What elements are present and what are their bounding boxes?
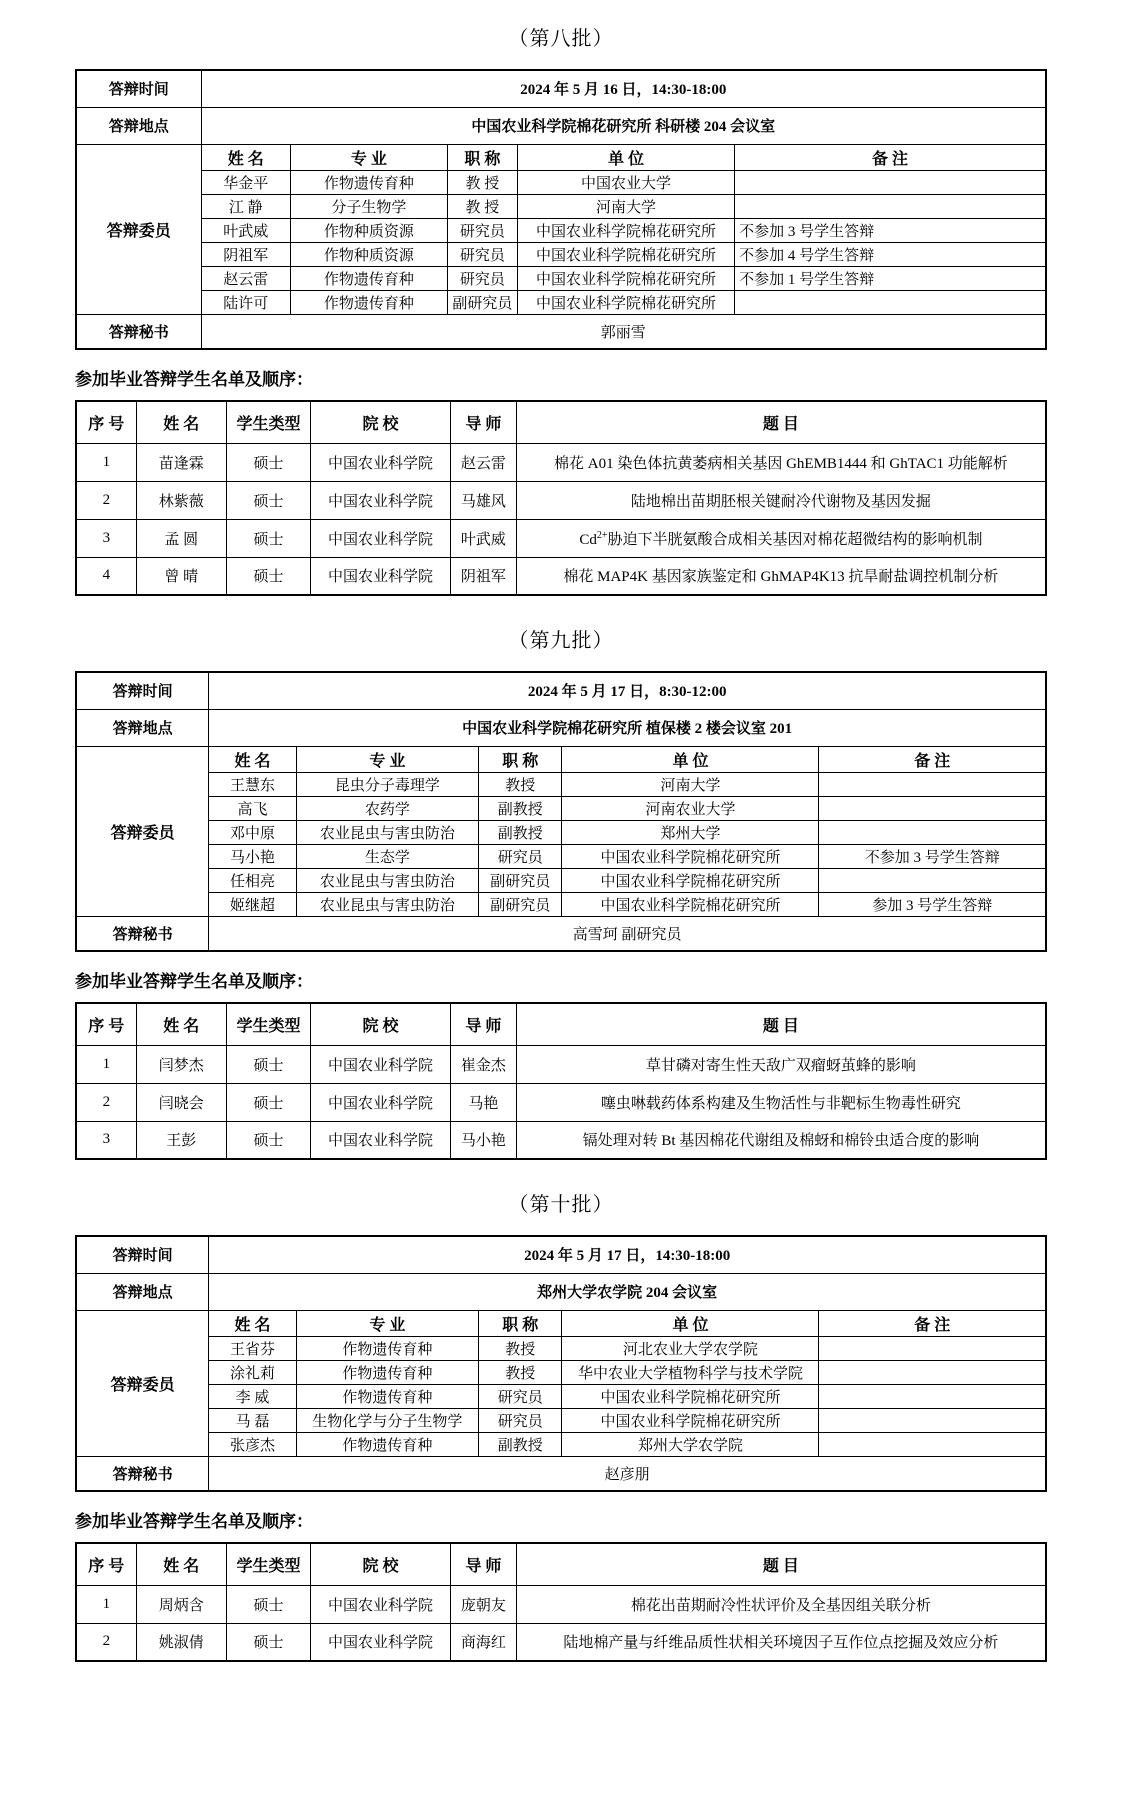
defense-place-value: 中国农业科学院棉花研究所 科研楼 204 会议室 xyxy=(201,107,1046,144)
student-topic: 棉花出苗期耐冷性状评价及全基因组关联分析 xyxy=(516,1585,1046,1623)
member-org: 中国农业科学院棉花研究所 xyxy=(517,242,734,266)
member-note xyxy=(735,170,1046,194)
secretary-label: 答辩秘书 xyxy=(76,314,201,349)
member-major: 作物遗传育种 xyxy=(290,266,447,290)
student-no: 2 xyxy=(76,1623,136,1661)
member-note xyxy=(819,1432,1046,1456)
committee-member-row xyxy=(76,820,1046,844)
member-org: 河南农业大学 xyxy=(562,796,819,820)
student-no: 2 xyxy=(76,1083,136,1121)
students-list-label: 参加毕业答辩学生名单及顺序： xyxy=(75,1512,313,1531)
committee-member-row xyxy=(76,242,1046,266)
student-topic: 棉花 MAP4K 基因家族鉴定和 GhMAP4K13 抗旱耐盐调控机制分析 xyxy=(516,557,1046,595)
defense-place-row xyxy=(76,1273,1046,1310)
student-topic: 棉花 A01 染色体抗黄萎病相关基因 GhEMB1444 和 GhTAC1 功能解析 xyxy=(516,443,1046,481)
committee-header-row xyxy=(76,746,1046,772)
member-title: 副研究员 xyxy=(479,868,562,892)
member-note xyxy=(819,796,1046,820)
student-school: 中国农业科学院 xyxy=(311,1585,451,1623)
member-name: 马 磊 xyxy=(209,1408,296,1432)
member-org: 中国农业科学院棉花研究所 xyxy=(517,266,734,290)
batch-title: （第八批） xyxy=(508,28,614,50)
member-title: 研究员 xyxy=(447,218,517,242)
student-advisor: 马雄风 xyxy=(450,481,516,519)
student-advisor: 崔金杰 xyxy=(450,1045,516,1083)
student-row xyxy=(76,1121,1046,1159)
member-title: 副教授 xyxy=(479,796,562,820)
member-note: 不参加 3 号学生答辩 xyxy=(735,218,1046,242)
student-name: 孟 圆 xyxy=(136,519,226,557)
student-no: 3 xyxy=(76,519,136,557)
member-major: 昆虫分子毒理学 xyxy=(296,772,478,796)
student-no: 1 xyxy=(76,1045,136,1083)
member-name: 任相亮 xyxy=(209,868,296,892)
committee-header-cell: 备 注 xyxy=(819,746,1046,772)
member-note xyxy=(819,1360,1046,1384)
student-name: 闫梦杰 xyxy=(136,1045,226,1083)
member-major: 农业昆虫与害虫防治 xyxy=(296,892,478,916)
students-header-cell: 学生类型 xyxy=(226,401,310,443)
defense-info-table xyxy=(75,1235,1047,1492)
member-major: 农业昆虫与害虫防治 xyxy=(296,868,478,892)
students-header-cell: 题 目 xyxy=(516,401,1046,443)
students-table xyxy=(75,400,1047,596)
member-title: 副研究员 xyxy=(479,892,562,916)
batch-section xyxy=(75,624,1047,1160)
member-major: 作物种质资源 xyxy=(290,218,447,242)
member-org: 中国农业科学院棉花研究所 xyxy=(517,218,734,242)
student-row xyxy=(76,1623,1046,1661)
defense-time-value: 2024 年 5 月 16 日，14:30-18:00 xyxy=(201,70,1046,107)
students-header-row xyxy=(76,1543,1046,1585)
committee-member-row xyxy=(76,290,1046,314)
students-header-cell: 导 师 xyxy=(450,401,516,443)
committee-header-cell: 姓 名 xyxy=(209,1310,296,1336)
member-note: 不参加 3 号学生答辩 xyxy=(819,844,1046,868)
member-title: 教 授 xyxy=(447,170,517,194)
member-org: 河南大学 xyxy=(517,194,734,218)
student-name: 闫晓会 xyxy=(136,1083,226,1121)
member-major: 生物化学与分子生物学 xyxy=(296,1408,478,1432)
member-org: 中国农业大学 xyxy=(517,170,734,194)
committee-label: 答辩委员 xyxy=(76,144,201,314)
committee-header-cell: 单 位 xyxy=(562,1310,819,1336)
student-topic: 陆地棉出苗期胚根关键耐冷代谢物及基因发掘 xyxy=(516,481,1046,519)
student-advisor: 马艳 xyxy=(450,1083,516,1121)
member-name: 阴祖军 xyxy=(201,242,290,266)
committee-header-cell: 专 业 xyxy=(296,1310,478,1336)
students-header-cell: 序 号 xyxy=(76,1003,136,1045)
students-header-cell: 姓 名 xyxy=(136,401,226,443)
student-school: 中国农业科学院 xyxy=(311,443,451,481)
defense-place-label: 答辩地点 xyxy=(76,1273,209,1310)
secretary-label: 答辩秘书 xyxy=(76,916,209,951)
students-header-cell: 序 号 xyxy=(76,1543,136,1585)
students-table xyxy=(75,1002,1047,1160)
committee-header-cell: 职 称 xyxy=(479,1310,562,1336)
defense-place-value: 中国农业科学院棉花研究所 植保楼 2 楼会议室 201 xyxy=(209,709,1046,746)
student-school: 中国农业科学院 xyxy=(311,1045,451,1083)
batch-section xyxy=(75,1188,1047,1662)
member-name: 李 威 xyxy=(209,1384,296,1408)
member-org: 中国农业科学院棉花研究所 xyxy=(517,290,734,314)
student-type: 硕士 xyxy=(226,1083,310,1121)
member-org: 中国农业科学院棉花研究所 xyxy=(562,844,819,868)
students-header-cell: 序 号 xyxy=(76,401,136,443)
student-school: 中国农业科学院 xyxy=(311,519,451,557)
committee-member-row xyxy=(76,868,1046,892)
member-org: 中国农业科学院棉花研究所 xyxy=(562,868,819,892)
students-header-row xyxy=(76,1003,1046,1045)
students-header-cell: 题 目 xyxy=(516,1003,1046,1045)
member-major: 作物遗传育种 xyxy=(296,1360,478,1384)
committee-member-row xyxy=(76,218,1046,242)
member-name: 王慧东 xyxy=(209,772,296,796)
student-topic: 陆地棉产量与纤维品质性状相关环境因子互作位点挖掘及效应分析 xyxy=(516,1623,1046,1661)
student-school: 中国农业科学院 xyxy=(311,1623,451,1661)
member-note: 不参加 1 号学生答辩 xyxy=(735,266,1046,290)
member-title: 研究员 xyxy=(479,1408,562,1432)
member-org: 中国农业科学院棉花研究所 xyxy=(562,1384,819,1408)
committee-member-row xyxy=(76,772,1046,796)
student-school: 中国农业科学院 xyxy=(311,481,451,519)
committee-header-cell: 备 注 xyxy=(735,144,1046,170)
committee-header-cell: 姓 名 xyxy=(209,746,296,772)
students-header-cell: 姓 名 xyxy=(136,1003,226,1045)
student-no: 1 xyxy=(76,1585,136,1623)
student-type: 硕士 xyxy=(226,1045,310,1083)
member-note: 参加 3 号学生答辩 xyxy=(819,892,1046,916)
member-note xyxy=(819,1408,1046,1432)
defense-time-value: 2024 年 5 月 17 日，14:30-18:00 xyxy=(209,1236,1046,1273)
member-note xyxy=(819,820,1046,844)
committee-label: 答辩委员 xyxy=(76,746,209,916)
batch-title: （第九批） xyxy=(508,630,614,652)
member-major: 农药学 xyxy=(296,796,478,820)
topic-segment: 胁迫下半胱氨酸合成相关基因对棉花超微结构的影响机制 xyxy=(607,531,983,548)
student-row xyxy=(76,443,1046,481)
member-org: 郑州大学 xyxy=(562,820,819,844)
member-name: 叶武威 xyxy=(201,218,290,242)
committee-member-row xyxy=(76,844,1046,868)
student-advisor: 叶武威 xyxy=(450,519,516,557)
student-no: 4 xyxy=(76,557,136,595)
committee-member-row xyxy=(76,1336,1046,1360)
committee-member-row xyxy=(76,1408,1046,1432)
students-header-cell: 姓 名 xyxy=(136,1543,226,1585)
member-major: 农业昆虫与害虫防治 xyxy=(296,820,478,844)
member-name: 陆许可 xyxy=(201,290,290,314)
member-note xyxy=(735,290,1046,314)
batch-title: （第十批） xyxy=(508,1194,614,1216)
committee-header-cell: 职 称 xyxy=(447,144,517,170)
committee-header-row xyxy=(76,144,1046,170)
member-title: 教授 xyxy=(479,772,562,796)
students-header-cell: 导 师 xyxy=(450,1543,516,1585)
member-title: 教 授 xyxy=(447,194,517,218)
member-org: 中国农业科学院棉花研究所 xyxy=(562,1408,819,1432)
member-note xyxy=(819,1384,1046,1408)
student-school: 中国农业科学院 xyxy=(311,1083,451,1121)
secretary-value: 郭丽雪 xyxy=(201,314,1046,349)
member-major: 分子生物学 xyxy=(290,194,447,218)
defense-place-row xyxy=(76,107,1046,144)
defense-place-label: 答辩地点 xyxy=(76,107,201,144)
committee-member-row xyxy=(76,194,1046,218)
secretary-row xyxy=(76,314,1046,349)
student-row xyxy=(76,481,1046,519)
member-name: 马小艳 xyxy=(209,844,296,868)
secretary-value: 赵彦朋 xyxy=(209,1456,1046,1491)
member-name: 涂礼莉 xyxy=(209,1360,296,1384)
student-topic: 草甘磷对寄生性天敌广双瘤蚜茧蜂的影响 xyxy=(516,1045,1046,1083)
student-name: 周炳含 xyxy=(136,1585,226,1623)
student-name: 曾 晴 xyxy=(136,557,226,595)
defense-info-table xyxy=(75,69,1047,350)
students-header-cell: 院 校 xyxy=(311,401,451,443)
member-title: 研究员 xyxy=(479,1384,562,1408)
defense-time-label: 答辩时间 xyxy=(76,70,201,107)
student-advisor: 庞朝友 xyxy=(450,1585,516,1623)
student-topic: 噻虫啉载药体系构建及生物活性与非靶标生物毒性研究 xyxy=(516,1083,1046,1121)
student-advisor: 阴祖军 xyxy=(450,557,516,595)
committee-member-row xyxy=(76,266,1046,290)
defense-place-value: 郑州大学农学院 204 会议室 xyxy=(209,1273,1046,1310)
student-name: 王彭 xyxy=(136,1121,226,1159)
member-name: 华金平 xyxy=(201,170,290,194)
committee-header-cell: 职 称 xyxy=(479,746,562,772)
member-major: 生态学 xyxy=(296,844,478,868)
member-org: 郑州大学农学院 xyxy=(562,1432,819,1456)
committee-header-cell: 单 位 xyxy=(517,144,734,170)
member-title: 研究员 xyxy=(447,266,517,290)
student-advisor: 商海红 xyxy=(450,1623,516,1661)
students-list-label: 参加毕业答辩学生名单及顺序： xyxy=(75,370,313,389)
defense-time-row xyxy=(76,70,1046,107)
defense-place-label: 答辩地点 xyxy=(76,709,209,746)
committee-member-row xyxy=(76,1384,1046,1408)
member-major: 作物遗传育种 xyxy=(296,1336,478,1360)
member-note xyxy=(819,772,1046,796)
students-table xyxy=(75,1542,1047,1662)
committee-member-row xyxy=(76,892,1046,916)
secretary-row xyxy=(76,916,1046,951)
committee-member-row xyxy=(76,1360,1046,1384)
topic-segment: Cd xyxy=(579,531,597,548)
student-type: 硕士 xyxy=(226,557,310,595)
student-school: 中国农业科学院 xyxy=(311,1121,451,1159)
student-advisor: 赵云雷 xyxy=(450,443,516,481)
student-topic xyxy=(516,519,1046,557)
member-name: 姬继超 xyxy=(209,892,296,916)
member-title: 研究员 xyxy=(447,242,517,266)
student-no: 2 xyxy=(76,481,136,519)
student-advisor: 马小艳 xyxy=(450,1121,516,1159)
member-major: 作物遗传育种 xyxy=(290,170,447,194)
member-title: 副教授 xyxy=(479,820,562,844)
students-header-cell: 学生类型 xyxy=(226,1003,310,1045)
student-row xyxy=(76,1083,1046,1121)
defense-time-row xyxy=(76,672,1046,709)
member-name: 王省芬 xyxy=(209,1336,296,1360)
member-name: 赵云雷 xyxy=(201,266,290,290)
secretary-label: 答辩秘书 xyxy=(76,1456,209,1491)
students-list-label: 参加毕业答辩学生名单及顺序： xyxy=(75,972,313,991)
committee-member-row xyxy=(76,796,1046,820)
student-type: 硕士 xyxy=(226,443,310,481)
student-type: 硕士 xyxy=(226,481,310,519)
member-title: 研究员 xyxy=(479,844,562,868)
member-name: 邓中原 xyxy=(209,820,296,844)
student-type: 硕士 xyxy=(226,1623,310,1661)
student-name: 苗逢霖 xyxy=(136,443,226,481)
students-header-cell: 导 师 xyxy=(450,1003,516,1045)
committee-header-cell: 专 业 xyxy=(290,144,447,170)
defense-time-label: 答辩时间 xyxy=(76,1236,209,1273)
students-header-cell: 学生类型 xyxy=(226,1543,310,1585)
student-row xyxy=(76,519,1046,557)
committee-header-row xyxy=(76,1310,1046,1336)
defense-time-row xyxy=(76,1236,1046,1273)
student-name: 姚淑倩 xyxy=(136,1623,226,1661)
member-name: 江 静 xyxy=(201,194,290,218)
student-no: 1 xyxy=(76,443,136,481)
member-name: 张彦杰 xyxy=(209,1432,296,1456)
student-type: 硕士 xyxy=(226,1121,310,1159)
student-type: 硕士 xyxy=(226,1585,310,1623)
committee-header-cell: 专 业 xyxy=(296,746,478,772)
member-major: 作物种质资源 xyxy=(290,242,447,266)
student-row xyxy=(76,557,1046,595)
secretary-row xyxy=(76,1456,1046,1491)
member-org: 河南大学 xyxy=(562,772,819,796)
member-note xyxy=(819,868,1046,892)
member-major: 作物遗传育种 xyxy=(290,290,447,314)
student-name: 林紫薇 xyxy=(136,481,226,519)
committee-label: 答辩委员 xyxy=(76,1310,209,1456)
member-org: 中国农业科学院棉花研究所 xyxy=(562,892,819,916)
member-name: 高飞 xyxy=(209,796,296,820)
student-school: 中国农业科学院 xyxy=(311,557,451,595)
committee-header-cell: 单 位 xyxy=(562,746,819,772)
student-row xyxy=(76,1585,1046,1623)
defense-info-table xyxy=(75,671,1047,952)
student-type: 硕士 xyxy=(226,519,310,557)
member-note: 不参加 4 号学生答辩 xyxy=(735,242,1046,266)
defense-time-value: 2024 年 5 月 17 日，8:30-12:00 xyxy=(209,672,1046,709)
member-note xyxy=(735,194,1046,218)
topic-superscript: 2+ xyxy=(596,529,608,541)
student-no: 3 xyxy=(76,1121,136,1159)
member-title: 副教授 xyxy=(479,1432,562,1456)
committee-header-cell: 备 注 xyxy=(819,1310,1046,1336)
committee-member-row xyxy=(76,170,1046,194)
member-title: 教授 xyxy=(479,1336,562,1360)
member-title: 副研究员 xyxy=(447,290,517,314)
member-org: 河北农业大学农学院 xyxy=(562,1336,819,1360)
defense-place-row xyxy=(76,709,1046,746)
students-header-cell: 院 校 xyxy=(311,1003,451,1045)
member-major: 作物遗传育种 xyxy=(296,1384,478,1408)
defense-time-label: 答辩时间 xyxy=(76,672,209,709)
students-header-row xyxy=(76,401,1046,443)
committee-header-cell: 姓 名 xyxy=(201,144,290,170)
batch-section xyxy=(75,22,1047,596)
students-header-cell: 院 校 xyxy=(311,1543,451,1585)
secretary-value: 高雪珂 副研究员 xyxy=(209,916,1046,951)
student-topic: 镉处理对转 Bt 基因棉花代谢组及棉蚜和棉铃虫适合度的影响 xyxy=(516,1121,1046,1159)
committee-member-row xyxy=(76,1432,1046,1456)
member-org: 华中农业大学植物科学与技术学院 xyxy=(562,1360,819,1384)
member-major: 作物遗传育种 xyxy=(296,1432,478,1456)
students-header-cell: 题 目 xyxy=(516,1543,1046,1585)
student-row xyxy=(76,1045,1046,1083)
member-title: 教授 xyxy=(479,1360,562,1384)
member-note xyxy=(819,1336,1046,1360)
